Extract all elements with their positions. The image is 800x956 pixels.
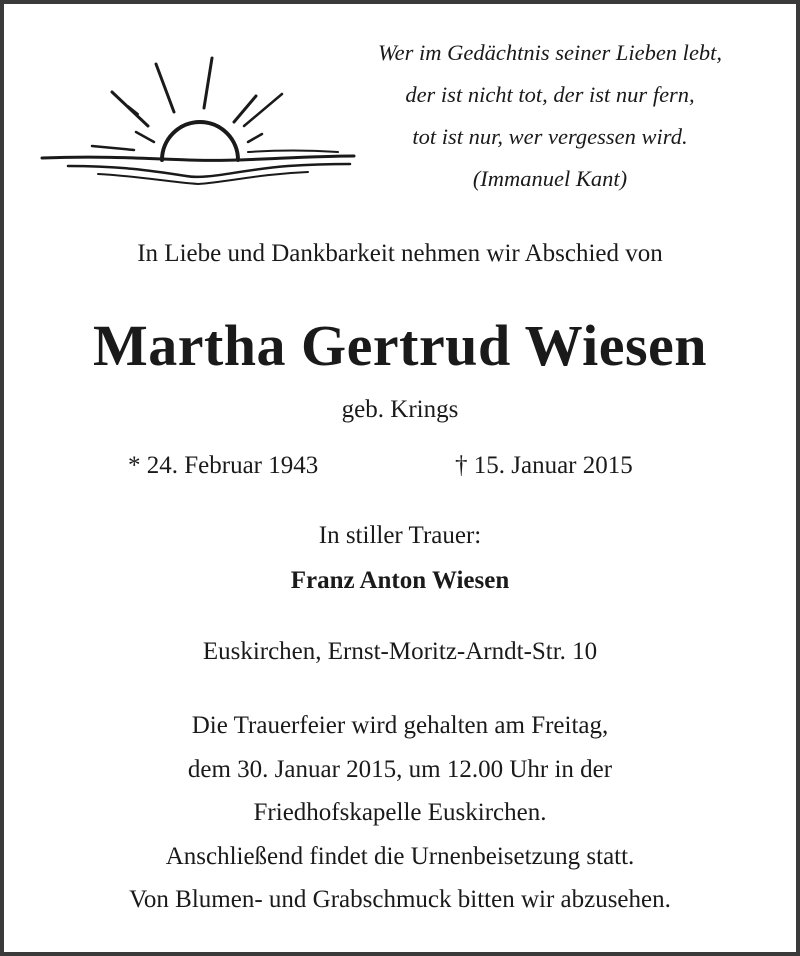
quote (330, 32, 770, 200)
life-dates (0, 452, 800, 488)
birth-name: geb. Krings (341, 396, 459, 423)
mourner-name: Franz Anton Wiesen (290, 567, 510, 594)
service-line: Die Trauerfeier wird gehalten am Freitag, (191, 712, 609, 739)
sunset-icon (38, 52, 356, 192)
quote-author: (Immanuel Kant) (472, 166, 628, 191)
quote-line: der ist nicht tot, der ist nur fern, (405, 82, 695, 107)
mourning-label: In stiller Trauer: (318, 522, 482, 549)
service-line: Anschließend findet die Urnenbeisetzung statt. (165, 842, 635, 870)
service-line: Friedhofskapelle Euskirchen. (253, 799, 547, 826)
quote-line: tot ist nur, wer vergessen wird. (412, 124, 688, 149)
birth-date: * 24. Februar 1943 (128, 452, 319, 479)
deceased-name: Martha Gertrud Wiesen (92, 313, 708, 378)
address: Euskirchen, Ernst-Moritz-Arndt-Str. 10 (202, 638, 598, 665)
service-line: Von Blumen- und Grabschmuck bitten wir abzusehen. (129, 886, 671, 913)
quote-line: Wer im Gedächtnis seiner Lieben lebt, (377, 40, 723, 65)
death-date: † 15. Januar 2015 (455, 452, 633, 479)
service-line: dem 30. Januar 2015, um 12.00 Uhr in der (187, 755, 613, 783)
service-info (0, 704, 800, 922)
intro-text: In Liebe und Dankbarkeit nehmen wir Abschied von (137, 240, 663, 267)
